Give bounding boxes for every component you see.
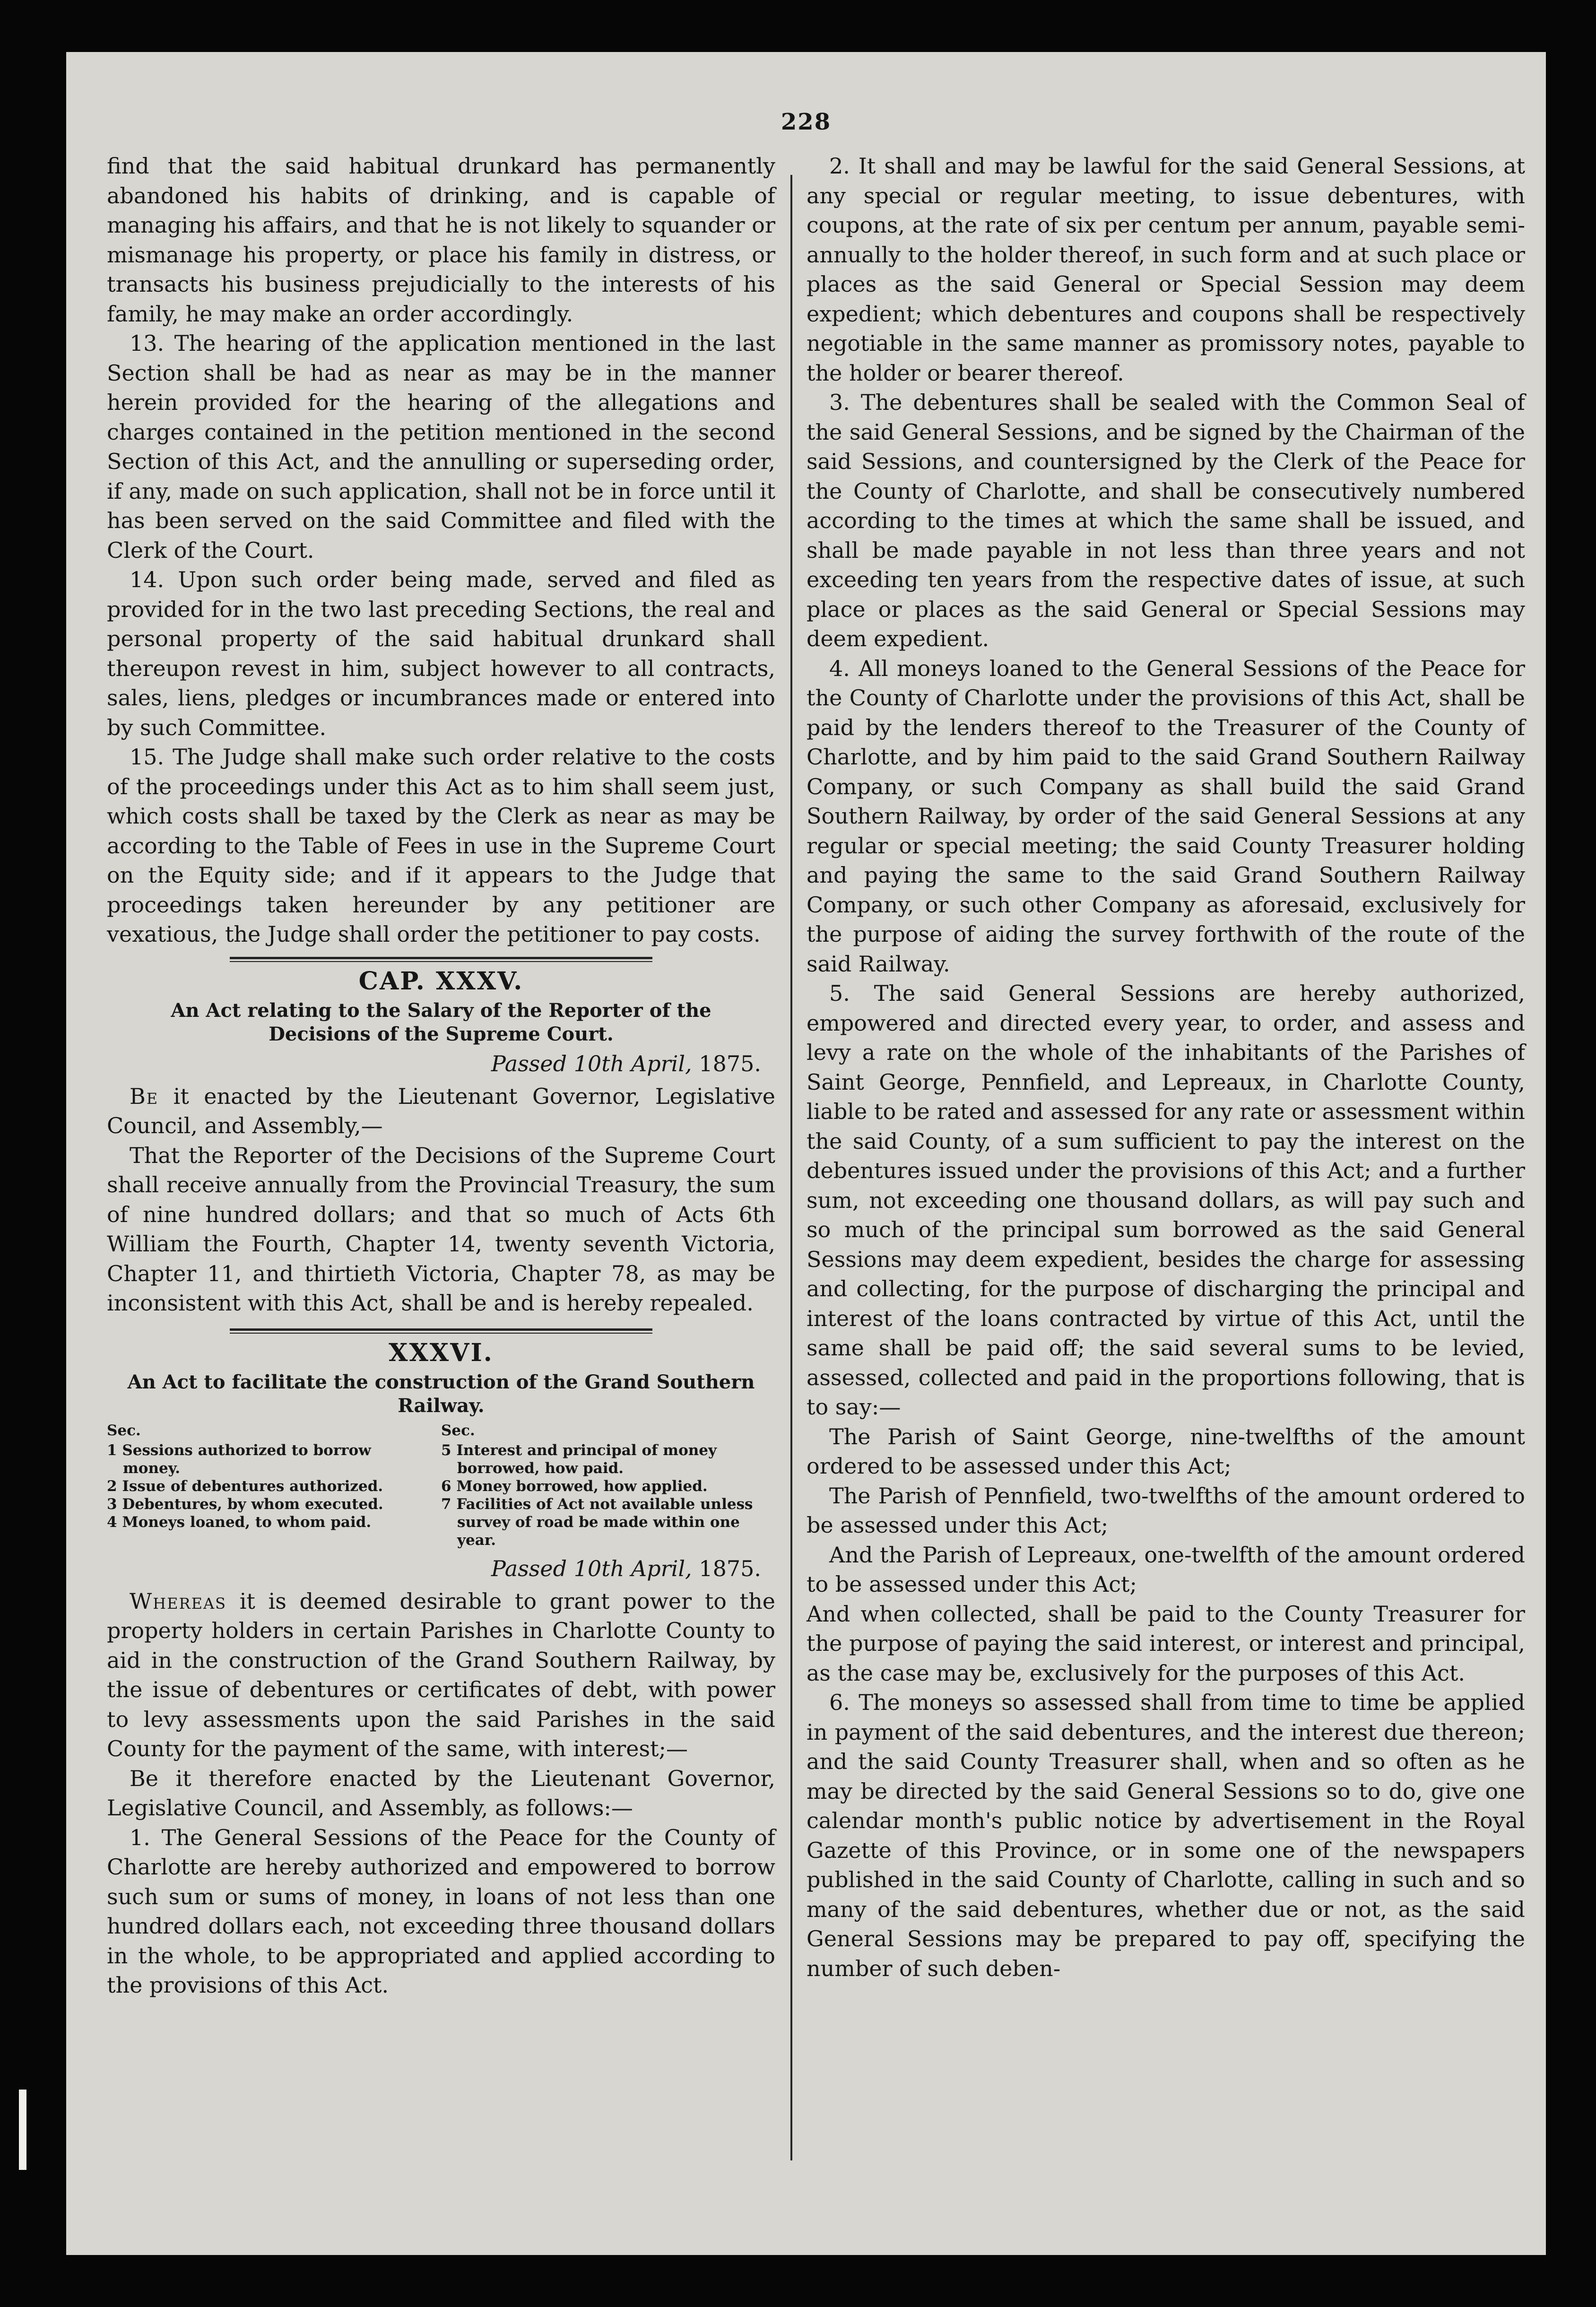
passed-year: 1875. xyxy=(699,1556,761,1581)
section-index-right xyxy=(441,1422,775,1549)
page-number: 228 xyxy=(781,109,832,135)
section-index-left xyxy=(107,1422,441,1549)
section-index-item: 2 Issue of debentures authorized. xyxy=(107,1478,383,1495)
collection-clause: And when collected, shall be paid to the County Treasurer for the purpose of paying the said interest, or interest and principal, as the case may be, exclusively for the purposes of this Act. xyxy=(807,1601,1525,1686)
section-6: 6. The moneys so assessed shall from time to time be applied in payment of the said debentures, and the interest due thereon; and the said County Treasurer shall, when and so often as he may be directed by the said General Sessions so to do, give one calendar month's public notice by advertisement in the Royal Gazette of this Province, or in some one of the newspapers published in the said County of Charlotte, calling in such and so many of the said debentures, whether due or not, as the said General Sessions may be prepared to pay off, specifying the number of such deben- xyxy=(807,1690,1525,1981)
section-5: 5. The said General Sessions are hereby authorized, empowered and directed every year, to order, and assess and levy a rate on the whole of the inhabitants of the Parishes of Saint George, Pennfield, and Lepreaux, in Charlotte County, liable to be rated and assessed for any rate or assessment within the said County, of a sum sufficient to pay the interest on the debentures issued under the provisions of this Act; and a further sum, not exceeding one thousand dollars, as will pay such and so much of the principal sum borrowed as the said General Sessions may deem expedient, besides the charge for assessing and collecting, for the purpose of discharging the principal and interest of the loans contracted by virtue of this Act, until the same shall be paid off; the said several sums to be levied, assessed, collected and paid in the proportions following, that is to say:— xyxy=(807,980,1525,1420)
section-index-item: 5 Interest and principal of money borrowed, how paid. xyxy=(441,1442,717,1477)
passed-date xyxy=(107,1049,761,1079)
parish-saint-george: The Parish of Saint George, nine-twelfths of the amount ordered to be assessed under this Act; xyxy=(807,1423,1525,1479)
enacting-first-word: Be xyxy=(130,1083,159,1109)
section-14: 14. Upon such order being made, served and filed as provided for in the two last preceding Sections, the real and personal property of the said habitual drunkard shall thereupon revest in him, subject however to all contracts, sales, liens, pledges or incumbrances made or entered into by such Committee. xyxy=(107,567,775,740)
passed-label: Passed 10th April, xyxy=(491,1051,692,1076)
paragraph-continued: find that the said habitual drunkard has permanently abandoned his habits of drinking, and is capable of managing his affairs, and that he is not likely to squander or mismanage his property, or place his family in distress, or transacts his business prejudicially to the interests of his family, he may make an order accordingly. xyxy=(107,153,775,327)
preamble xyxy=(107,1587,775,1764)
passed-date xyxy=(107,1554,761,1584)
passed-year: 1875. xyxy=(699,1051,761,1076)
act-title: An Act relating to the Salary of the Reporter of the Decisions of the Supreme Court. xyxy=(171,999,711,1045)
section-index-heading: Sec. xyxy=(441,1422,475,1439)
section-index-item: 6 Money borrowed, how applied. xyxy=(441,1478,708,1495)
parish-pennfield: The Parish of Pennfield, two-twelfths of the amount ordered to be assessed under this Act; xyxy=(807,1483,1525,1538)
section-index xyxy=(107,1422,775,1549)
section-index-item: 1 Sessions authorized to borrow money. xyxy=(107,1442,371,1477)
section-index-item: 7 Facilities of Act not available unless survey of road be made within one year. xyxy=(441,1496,753,1549)
act-title: An Act to facilitate the construction of the Grand Southern Railway. xyxy=(127,1371,755,1417)
section-index-item: 4 Moneys loaned, to whom paid. xyxy=(107,1514,372,1531)
left-column xyxy=(107,151,775,2000)
section-1: 1. The General Sessions of the Peace for the County of Charlotte are hereby authorized and empowered to borrow such sum or sums of money, in loans of not less than one hundred dollars each, not exceeding three thousand dollars in the whole, to be appropriated and applied according to the provisions of this Act. xyxy=(107,1824,775,1998)
preamble-first-word: Whereas xyxy=(130,1588,227,1614)
enacting-clause xyxy=(107,1082,775,1141)
section-2: 2. It shall and may be lawful for the said General Sessions, at any special or regular meeting, to issue debentures, with coupons, at the rate of six per centum per annum, payable semi-annually to the holder thereof, in such form and at such place or places as the said General or Special Session may deem expedient; which debentures and coupons shall be respectively negotiable in the same manner as promissory notes, payable to the holder or bearer thereof. xyxy=(807,153,1525,386)
passed-label: Passed 10th April, xyxy=(491,1556,692,1581)
section-index-heading: Sec. xyxy=(107,1422,141,1439)
scan-margin-mark xyxy=(19,2090,26,2170)
act-body: That the Reporter of the Decisions of the Supreme Court shall receive annually from the Provincial Treasury, the sum of nine hundred dollars; and that so much of Acts 6th William the Fourth, Chapter 14, twenty seventh Victoria, Chapter 11, and thirtieth Victoria, Chapter 78, as may be inconsistent with this Act, shall be and is hereby repealed. xyxy=(107,1142,775,1316)
section-index-item: 3 Debentures, by whom executed. xyxy=(107,1496,383,1513)
column-divider xyxy=(790,175,792,2160)
document-page xyxy=(66,52,1546,2255)
section-3: 3. The debentures shall be sealed with the Common Seal of the said General Sessions, and be signed by the Chairman of the said Sessions, and countersigned by the Clerk of the Peace for the County of Charlotte, and shall be consecutively numbered according to the times at which the same shall be issued, and shall be made payable in not less than three years and not exceeding ten years from the respective dates of issue, at such place or places as the said General or Special Sessions may deem expedient. xyxy=(807,390,1525,651)
right-column xyxy=(807,151,1525,1983)
chapter-heading: CAP. XXXV. xyxy=(358,966,524,996)
section-4: 4. All moneys loaned to the General Sessions of the Peace for the County of Charlotte under the provisions of this Act, shall be paid by the lenders thereof to the Treasurer of the County of Charlotte, and by him paid to the said Grand Southern Railway Company, or such Company as shall build the said Grand Southern Railway, by order of the said General Sessions at any regular or special meeting; the said County Treasurer holding and paying the same to the said Grand Southern Railway Company, or such other Company as aforesaid, exclusively for the purpose of aiding the survey forthwith of the route of the said Railway. xyxy=(807,655,1525,977)
section-15: 15. The Judge shall make such order relative to the costs of the proceedings under this Act as to him shall seem just, which costs shall be taxed by the Clerk as near as may be according to the Table of Fees in use in the Supreme Court on the Equity side; and if it appears to the Judge that proceedings taken hereunder by any petitioner are vexatious, the Judge shall order the petitioner to pay costs. xyxy=(107,744,775,947)
parish-lepreaux: And the Parish of Lepreaux, one-twelfth of the amount ordered to be assessed under this Act; xyxy=(807,1542,1525,1597)
enacting-rest: it enacted by the Lieutenant Governor, Legislative Council, and Assembly,— xyxy=(107,1083,775,1138)
chapter-heading: XXXVI. xyxy=(389,1338,494,1367)
section-13: 13. The hearing of the application mentioned in the last Section shall be had as near as may be in the manner herein provided for the hearing of the allegations and charges contained in the petition mentioned in the second Section of this Act, and the annulling or superseding order, if any, made on such application, shall not be in force until it has been served on the said Committee and filed with the Clerk of the Court. xyxy=(107,330,775,563)
preamble-rest: it is deemed desirable to grant power to the property holders in certain Parishes in Charlotte County to aid in the construction of the Grand Southern Railway, by the issue of debentures or certificates of debt, with power to levy assessments upon the said Parishes in the said County for the payment of the same, with interest;— xyxy=(107,1588,775,1761)
section-rule xyxy=(230,1328,652,1334)
enacting-clause: Be it therefore enacted by the Lieutenant Governor, Legislative Council, and Assembly, as follows:— xyxy=(107,1765,775,1821)
section-rule xyxy=(230,957,652,962)
